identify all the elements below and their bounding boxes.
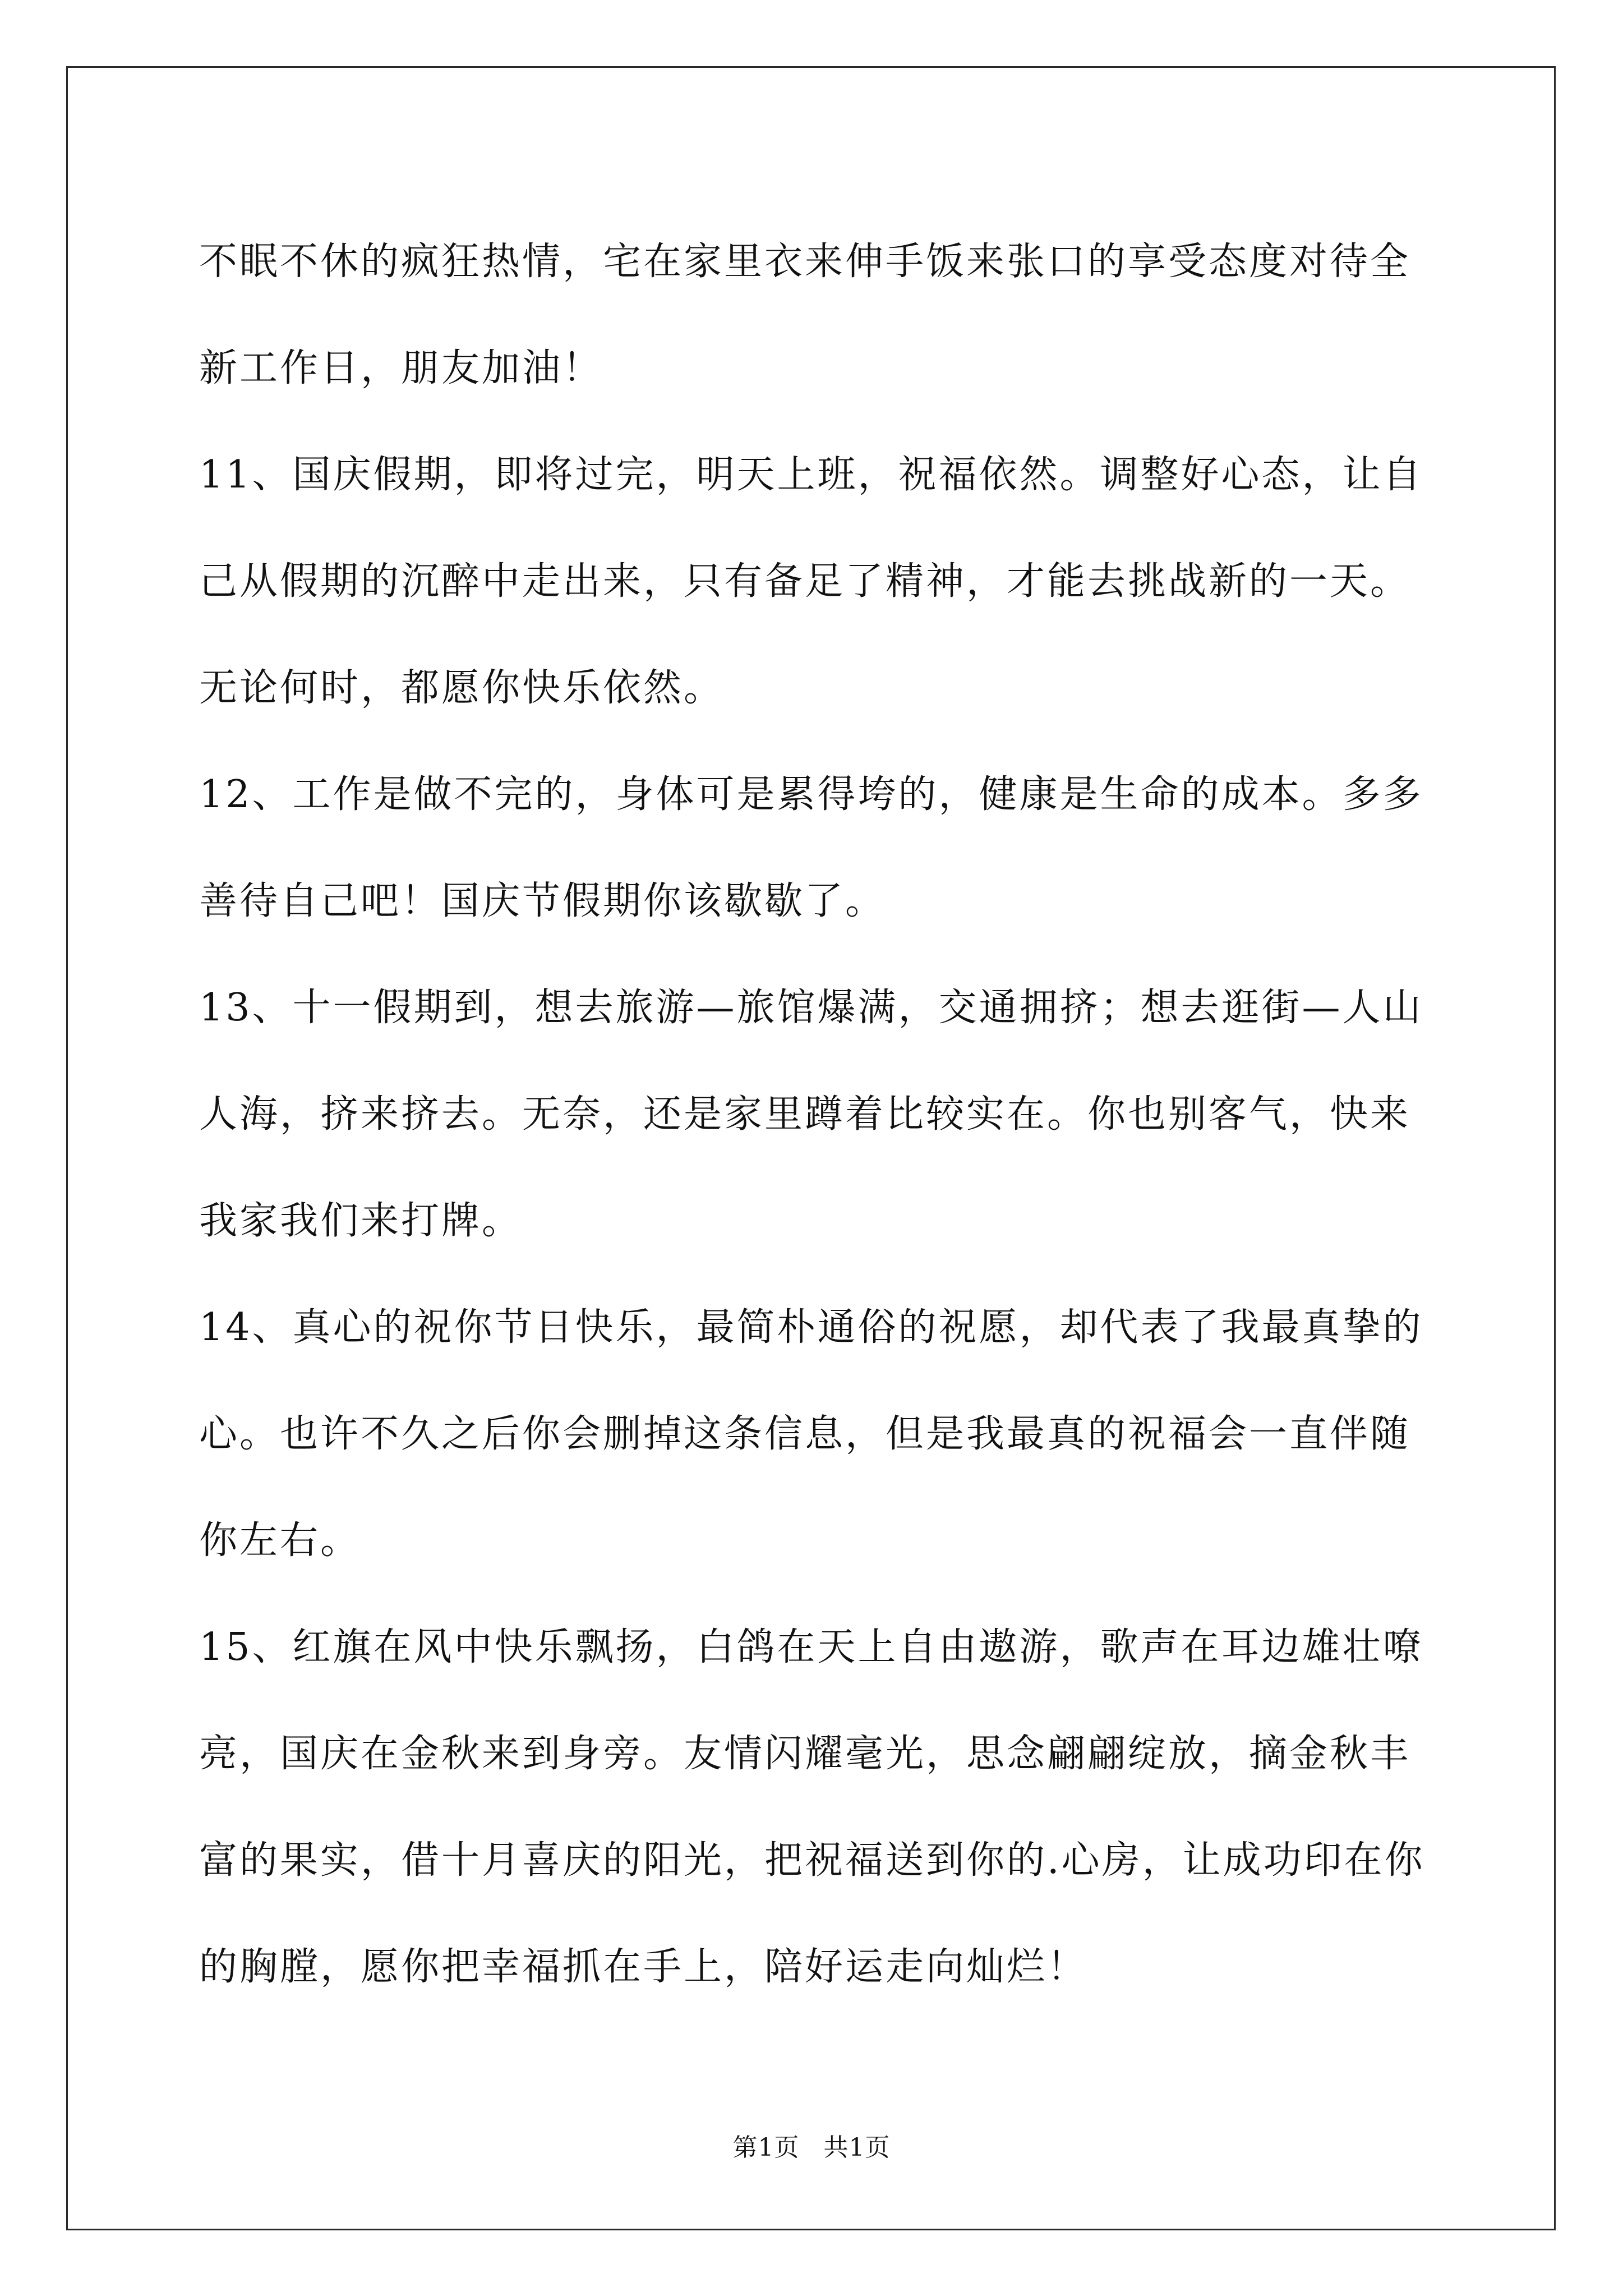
page-footer [0, 2127, 1623, 2163]
text-line: 13、十一假期到，想去旅游—旅馆爆满，交通拥挤；想去逛街—人山 [199, 986, 1423, 1030]
text-line: 无论何时，都愿你快乐依然。 [199, 666, 725, 710]
document-body [199, 209, 1433, 2021]
text-line: 己从假期的沉醉中走出来，只有备足了精神，才能去挑战新的一天。 [199, 559, 1411, 604]
text-line: 我家我们来打牌。 [199, 1199, 523, 1243]
text-line: 你左右。 [199, 1519, 361, 1563]
text-line: 12、工作是做不完的，身体可是累得垮的，健康是生命的成本。多多 [199, 772, 1423, 817]
page-number-total: 共1页 [823, 2133, 891, 2162]
text-line: 14、真心的祝你节日快乐，最简朴通俗的祝愿，却代表了我最真挚的 [199, 1305, 1423, 1350]
text-line: 亮，国庆在金秋来到身旁。友情闪耀毫光，思念翩翩绽放，摘金秋丰 [199, 1732, 1411, 1776]
text-line: 15、红旗在风中快乐飘扬，白鸽在天上自由遨游，歌声在耳边雄壮嘹 [199, 1625, 1423, 1669]
text-line: 心。也许不久之后你会删掉这条信息，但是我最真的祝福会一直伴随 [199, 1412, 1411, 1456]
text-line: 新工作日，朋友加油！ [199, 346, 603, 390]
text-line: 11、国庆假期，即将过完，明天上班，祝福依然。调整好心态，让自 [199, 453, 1423, 497]
text-line: 善待自己吧！国庆节假期你该歇歇了。 [199, 879, 886, 923]
page-number-current: 第1页 [732, 2133, 800, 2162]
text-line: 不眠不休的疯狂热情，宅在家里衣来伸手饭来张口的享受态度对待全 [199, 240, 1411, 284]
text-line: 的胸膛，愿你把幸福抓在手上，陪好运走向灿烂！ [199, 1945, 1088, 1989]
text-line: 富的果实，借十月喜庆的阳光，把祝福送到你的.心房，让成功印在你 [199, 1838, 1425, 1883]
text-line: 人海，挤来挤去。无奈，还是家里蹲着比较实在。你也别客气，快来 [199, 1092, 1411, 1137]
